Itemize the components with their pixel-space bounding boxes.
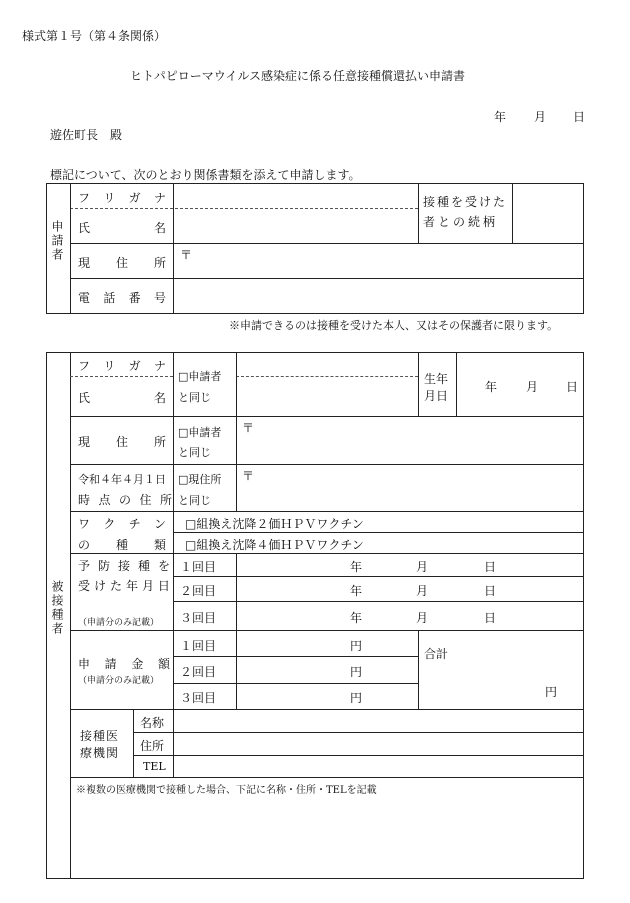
prior-address-label-line2: 時 点 の 住 所 [78,493,172,507]
applicant-section-label: 申請者 [50,220,64,262]
column-divider [70,183,71,314]
row-divider [70,553,584,554]
form-number: 様式第１号（第４条関係） [22,29,167,43]
birth-label-line1: 生年 [424,372,449,386]
applicant-name-label: 氏 名 [78,221,166,235]
dose-3-day: 日 [484,611,497,625]
recipient-furigana-field[interactable] [239,355,418,375]
amount-3-label: ３回目 [180,691,217,705]
applicant-furigana-label: フ リ ガ ナ [78,191,166,205]
row-divider [70,511,584,512]
row-divider [70,709,584,710]
dose-3-month: 月 [416,611,429,625]
dose-2-month: 月 [416,584,429,598]
table-border [583,352,584,879]
table-border [46,352,47,879]
column-divider [236,553,237,710]
recipient-address-field[interactable] [258,420,582,462]
row-divider [70,464,584,465]
vaccine-option-quadrivalent[interactable]: □ 組換え沈降４価ＨＰＶワクチン [185,536,364,553]
clinic-name-field[interactable] [176,711,582,731]
row-divider [70,243,584,244]
recipient-section-label: 被接種者 [50,580,64,636]
clinic-name-label: 名称 [140,716,165,730]
row-divider [70,630,584,631]
dose-1-label: １回目 [180,560,217,574]
vaccination-date-note: （申請分のみ記載） [78,618,160,628]
amount-2-label: ２回目 [180,665,217,679]
birth-label-line2: 月日 [424,389,449,403]
dose-2-day: 日 [484,584,497,598]
row-divider [173,576,584,577]
row-divider [133,755,584,756]
clinic-tel-label: TEL [143,760,166,773]
recipient-name-label: 氏 名 [78,391,166,405]
same-as-applicant-label: と同じ [178,391,211,404]
vaccine-option-bivalent[interactable]: □ 組換え沈降２価ＨＰＶワクチン [185,515,364,532]
date-year-label: 年 [494,110,507,124]
additional-clinics-field[interactable] [76,798,580,876]
birth-year-label: 年 [485,380,498,394]
dose-3-label: ３回目 [180,611,217,625]
clinic-tel-field[interactable] [176,757,582,777]
recipient-name-field[interactable] [239,380,418,414]
column-divider [418,630,419,710]
vaccination-date-label-line2: 受 け た 年 月 日 [78,579,170,593]
relation-label-line1: 接種を受けた [423,195,508,209]
applicant-furigana-field[interactable] [176,186,418,206]
column-divider [418,352,419,417]
birth-day-label: 日 [566,380,579,394]
dose-1-day: 日 [484,560,497,574]
amount-2-unit: 円 [350,665,363,679]
clinic-note: ※複数の医療機関で接種した場合、下記に名称・住所・TELを記載 [76,785,377,796]
same-as-current-label: と同じ [178,494,211,507]
applicant-note: ※申請できるのは接種を受けた本人、又はその保護者に限ります。 [229,319,559,332]
recipient-furigana-label: フ リ ガ ナ [78,359,166,373]
applicant-phone-field[interactable] [176,281,582,311]
row-divider [173,656,419,657]
column-divider [173,183,174,314]
table-border [46,352,584,353]
row-divider [70,278,584,279]
clinic-address-label: 住所 [140,739,165,753]
row-divider [133,732,584,733]
dose-1-year: 年 [350,560,363,574]
table-border [46,313,584,314]
furigana-divider [70,208,418,209]
dose-2-year: 年 [350,584,363,598]
amount-note: （申請分のみ記載） [78,676,160,686]
clinic-address-field[interactable] [176,734,582,754]
recipient-postal-mark: 〒 [242,421,255,435]
amount-1-unit: 円 [350,639,363,653]
applicant-postal-mark: 〒 [180,248,193,262]
total-unit: 円 [545,685,558,699]
intro-text: 標記について、次のとおり関係書類を添えて申請します。 [50,168,361,182]
applicant-address-field[interactable] [196,246,582,276]
clinic-label-line2: 療機関 [80,746,120,760]
relation-label-line2: 者との続柄 [423,215,499,229]
row-divider [173,601,584,602]
furigana-divider [236,376,418,377]
total-label: 合計 [424,647,449,661]
applicant-name-field[interactable] [176,212,418,240]
column-divider [133,709,134,778]
row-divider [70,416,584,417]
column-divider [173,709,174,778]
column-divider [70,352,71,879]
vaccine-type-label-line2: の 種 類 [78,538,166,552]
dose-3-year: 年 [350,611,363,625]
relation-field[interactable] [515,186,583,242]
row-divider [173,683,419,684]
addressee: 遊佐町長 殿 [50,128,123,142]
vaccine-type-label-line1: ワ ク チ ン [78,517,166,531]
table-border [583,183,584,314]
clinic-label-line1: 接種医 [80,729,120,743]
amount-1-label: １回目 [180,639,217,653]
form-title: ヒトパピローマウイルス感染症に係る任意接種償還払い申請書 [130,69,466,83]
column-divider [456,352,457,417]
applicant-phone-label: 電 話 番 号 [78,291,166,305]
applicant-address-label: 現 住 所 [78,256,166,270]
same-as-applicant-checkbox[interactable]: □ 申請者 [178,368,221,384]
amount-3-unit: 円 [350,691,363,705]
date-month-label: 月 [534,110,547,124]
same-address-as-applicant-checkbox[interactable]: □ 申請者 [178,424,221,440]
recipient-address-label: 現 住 所 [78,435,166,449]
table-border [46,183,584,184]
same-as-current-checkbox[interactable]: □ 現住所 [178,471,221,487]
prior-address-label-line1: 令和４年４月１日 [78,473,166,486]
table-border [46,183,47,314]
date-day-label: 日 [573,110,586,124]
table-border [46,878,584,879]
row-divider [70,777,584,778]
row-divider [173,532,584,533]
column-divider [512,183,513,244]
amount-label: 申 請 金 額 [78,657,170,671]
birth-month-label: 月 [526,380,539,394]
column-divider [236,352,237,512]
column-divider [418,183,419,244]
dose-2-label: ２回目 [180,584,217,598]
furigana-divider [70,376,173,377]
column-divider [173,352,174,710]
same-address-as-applicant-label: と同じ [178,446,211,459]
dose-1-month: 月 [416,560,429,574]
prior-address-field[interactable] [258,468,582,510]
vaccination-date-label-line1: 予 防 接 種 を [78,559,170,573]
prior-postal-mark: 〒 [242,469,255,483]
